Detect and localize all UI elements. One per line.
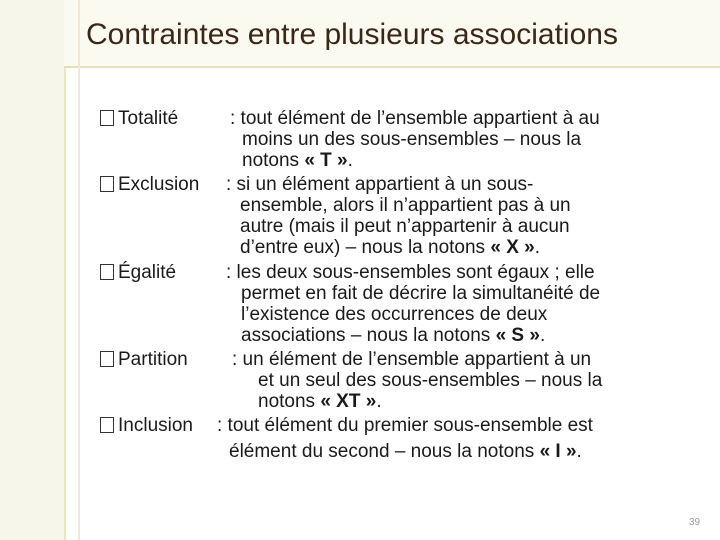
text-segment: notons	[258, 391, 321, 412]
text-segment: notons	[242, 150, 305, 171]
checkbox-bullet-icon	[100, 417, 114, 433]
notation-symbol: « S »	[495, 325, 540, 346]
slide-title: Contraintes entre plusieurs associations	[86, 18, 618, 51]
text-end: .	[347, 150, 353, 171]
term-totalite: Totalité	[118, 108, 179, 129]
checkbox-bullet-icon	[100, 264, 114, 280]
text-line	[241, 325, 545, 346]
term-exclusion: Exclusion	[118, 174, 200, 195]
text-line: permet en fait de décrire la simultanéité de	[241, 283, 601, 304]
text-line: : tout élément du premier sous-ensemble est	[217, 415, 593, 436]
text-end: .	[576, 441, 582, 462]
notation-symbol: « T »	[304, 150, 348, 171]
bullet-exclusion	[100, 174, 199, 195]
text-line: : les deux sous-ensembles sont égaux ; elle	[226, 262, 595, 283]
text-line: : tout élément de l’ensemble appartient à au	[230, 108, 600, 129]
bullet-egalite	[100, 262, 176, 283]
bullet-inclusion	[100, 415, 193, 436]
text-end: .	[534, 237, 540, 258]
slide-frame-line	[78, 0, 80, 540]
checkbox-bullet-icon	[100, 110, 114, 126]
text-segment: d’entre eux) – nous la notons	[240, 237, 491, 258]
checkbox-bullet-icon	[100, 176, 114, 192]
term-inclusion: Inclusion	[118, 415, 193, 436]
text-line	[258, 391, 382, 412]
text-line: ensemble, alors il n’appartient pas à un	[240, 195, 571, 216]
bullet-totalite	[100, 108, 178, 129]
text-line: moins un des sous-ensembles – nous la	[242, 129, 582, 150]
term-egalite: Égalité	[118, 262, 177, 283]
text-end: .	[539, 325, 546, 346]
text-end: .	[376, 391, 382, 412]
notation-symbol: « XT »	[320, 391, 377, 412]
text-line: autre (mais il peut n’appartenir à aucun	[240, 216, 570, 237]
checkbox-bullet-icon	[100, 351, 114, 367]
text-line: : un élément de l’ensemble appartient à un	[232, 349, 592, 370]
page-number: 39	[689, 517, 701, 528]
text-line	[240, 237, 540, 258]
text-line	[229, 441, 582, 462]
text-line	[242, 150, 353, 171]
text-line: : si un élément appartient à un sous-	[226, 174, 534, 195]
text-segment: élément du second – nous la notons	[229, 441, 540, 462]
notation-symbol: « I »	[539, 441, 577, 462]
text-segment: associations – nous la notons	[241, 325, 496, 346]
term-partition: Partition	[118, 349, 188, 370]
notation-symbol: « X »	[490, 237, 535, 258]
text-line: et un seul des sous-ensembles – nous la	[258, 370, 603, 391]
slide-frame-left	[0, 0, 66, 540]
text-line: l’existence des occurrences de deux	[241, 304, 548, 325]
bullet-partition	[100, 349, 188, 370]
